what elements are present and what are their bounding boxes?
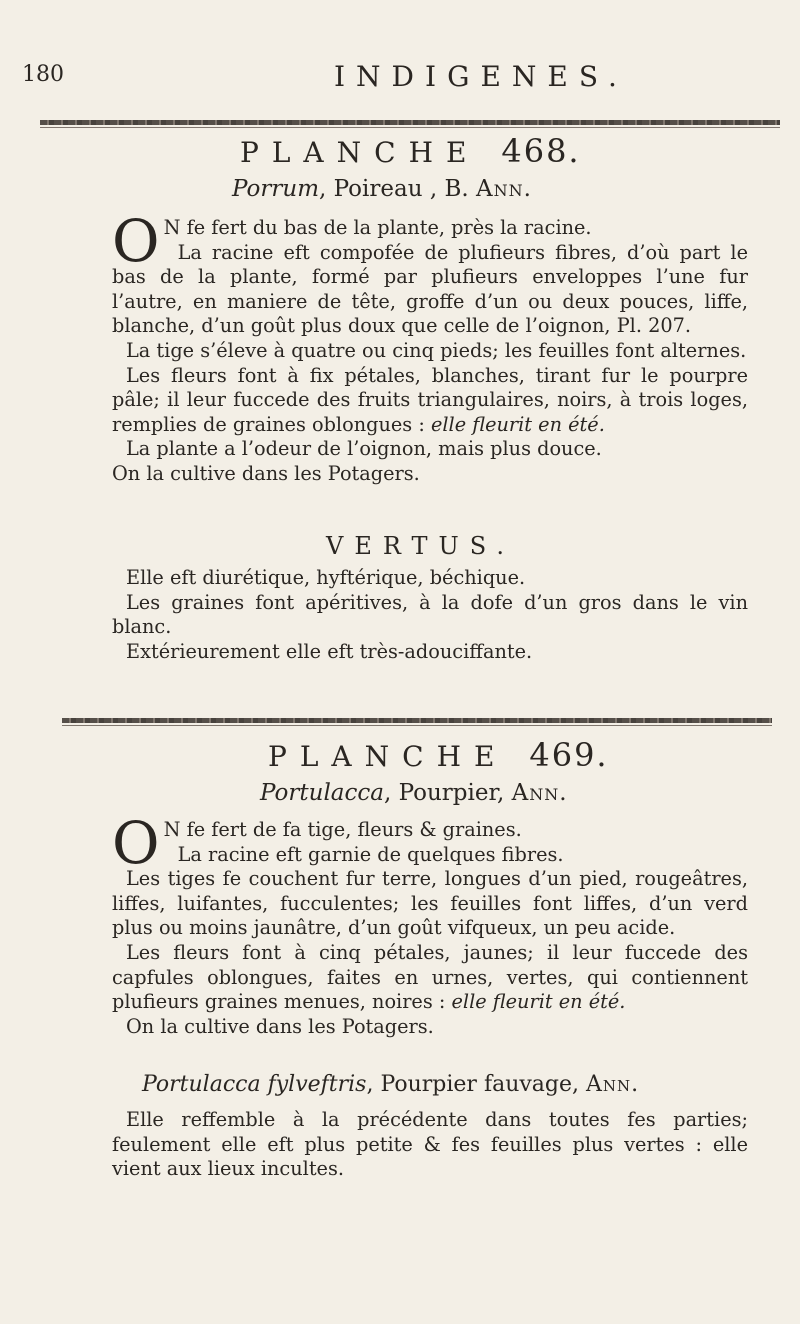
paragraph: Les tiges fe couchent fur terre, longues d’un pied, rougeâtres, liffes, luifantes, fucculentes; les feuilles font liffes, d’un verd plus ou moins jaunâtre, d’un goût vifqueux, un peu acide. [112,867,748,940]
wild-variety-subtitle [142,1072,639,1097]
paragraph: N fe fert de fa tige, fleurs & graines. [163,818,522,841]
flowering-note: elle fleurit en été. [430,412,605,436]
paragraph: On la cultive dans les Potagers. [126,1014,434,1038]
drop-cap: O [112,207,160,275]
latin-name: Portulacca fylveftris [142,1072,367,1097]
paragraph: N fe fert du bas de la plante, près la racine. [163,216,592,239]
paragraph: Les graines font apéritives, à la dofe d’un gros dans le vin blanc. [112,590,748,639]
abbreviation: Ann. [475,176,532,202]
latin-name: Portulacca [260,780,384,806]
common-name: , Pourpier fauvage, [366,1072,587,1097]
plate-number: 469. [529,736,609,774]
paragraph: Elle eft diurétique, hyftérique, béchique. [126,566,526,589]
plate-469-subtitle [260,780,568,806]
plate-468-title [240,132,581,170]
paragraph [112,941,748,1015]
paragraph: La tige s’éleve à quatre ou cinq pieds; les feuilles font alternes. [126,338,747,362]
paragraph: La plante a l’odeur de l’oignon, mais plus douce. [126,437,602,461]
drop-cap: O [112,809,160,877]
common-name: , Poireau , B. [319,176,476,202]
plate-number: 468. [501,132,581,170]
plate-469-title [268,736,609,774]
common-name: , Pourpier, [383,780,512,806]
paragraph-text: Les fleurs font à fix pétales, blanches, tirant fur le pourpre pâle; il leur fuccede des fruits triangulaires, noirs, à trois loges, remplies de graines oblongues : [112,363,748,436]
paragraph [112,364,748,438]
plate-title-word: PLANCHE [240,136,480,169]
paragraph: La racine eft compofée de plufieurs fibres, d’où part le bas de la plante, formé par plufieurs enveloppes l’une fur l’autre, en maniere de tête, groffe d’un ou deux pouces, liffe, blanche, d’un goût plus doux que celle de l’oignon, Pl. 207. [112,240,748,338]
page-number: 180 [22,62,64,87]
abbreviation: Ann. [511,780,568,806]
paragraph-text: Les fleurs font à cinq pétales, jaunes; il leur fuccede des capfules oblongues, faites en urnes, vertes, qui contiennent plufieurs graines menues, noires : [112,940,748,1014]
plate-468-description [112,207,748,487]
page-header [22,62,770,102]
plate-468-subtitle [232,176,532,202]
wild-variety-text [112,1108,748,1182]
paragraph: La racine eft garnie de quelques fibres. [177,842,564,866]
running-title: INDIGENES. [334,60,628,93]
paragraph: Elle reffemble à la précédente dans toutes fes parties; feulement elle eft plus petite & fes feuilles plus vertes : elle vient aux lieux incultes. [112,1108,748,1181]
virtues-text [112,566,748,664]
ornamental-rule [40,120,780,125]
plate-title-word: PLANCHE [268,740,508,773]
plate-469-description [112,809,748,1039]
latin-name: Porrum [232,176,320,202]
abbreviation: Ann. [586,1072,640,1097]
virtues-heading: VERTUS. [326,532,515,560]
paragraph: Extérieurement elle eft très-adouciffante. [126,639,533,663]
ornamental-rule [62,718,772,723]
paragraph: On la cultive dans les Potagers. [112,461,420,485]
flowering-note: elle fleurit en été. [451,990,626,1014]
